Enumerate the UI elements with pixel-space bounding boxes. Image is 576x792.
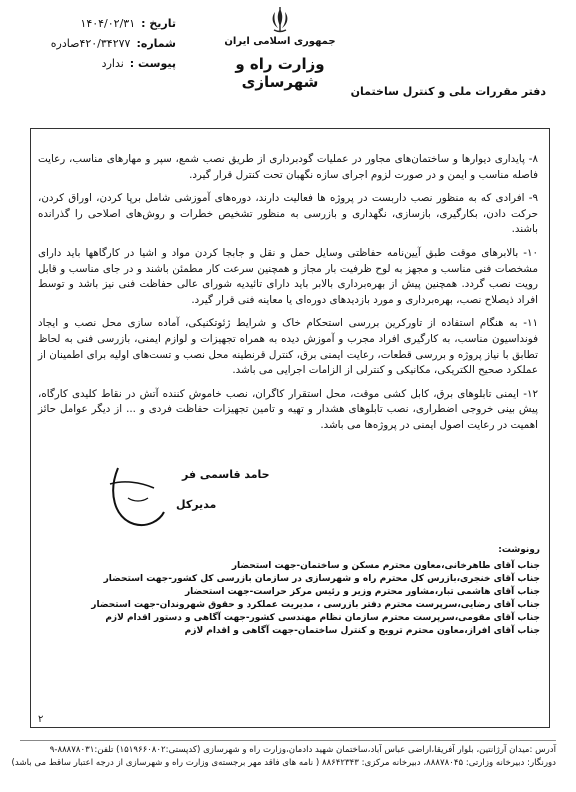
date-row xyxy=(36,14,176,34)
government-title: جمهوری اسلامی ایران xyxy=(224,36,336,47)
cc-line: جناب آقای مقومی،سرپرست محترم سازمان نظام مهندسی کشور-جهت آگاهی و دستور اقدام لازم xyxy=(105,613,540,623)
cc-line: جناب آقای خنجری،بازرس کل محترم راه و شهرسازی در سازمان بازرسی کل کشور-جهت استحضار xyxy=(103,574,540,584)
letter-footer xyxy=(11,740,556,770)
date-value: ۱۴۰۴/۰۲/۳۱ xyxy=(80,17,136,30)
number-label: شماره: xyxy=(136,37,176,50)
paragraph-9: ۹- افرادی که به منظور نصب داربست در پروژه ها فعالیت دارند، دوره‌های آموزشی شامل برپا کردن، اوراق کردن، حرکت دادن، بکارگیری، بازسازی، نگهداری و بازرسی به منظور تشخیص خطرات و روش‌های اصلاحی را گذرانده باشند. xyxy=(38,192,538,236)
number-row xyxy=(36,34,176,54)
signature-name: حامد قاسمی فر xyxy=(182,468,270,481)
attachment-row xyxy=(36,54,176,74)
cc-line: جناب آقای افراز،معاون محترم ترویج و کنترل ساختمان-جهت آگاهی و اقدام لازم xyxy=(184,626,540,636)
paragraph-8: ۸- پایداری دیوارها و ساختمان‌های مجاور در عملیات گودبرداری از طریق نصب شمع، سپر و مهارهای مناسب، رعایت فاصله مناسب و ایمن و در صورت لزوم اجرای سازه نگهبان تحت کنترل قرار گیرد. xyxy=(38,153,538,181)
cc-line: جناب آقای طاهرخانی،معاون محترم مسکن و ساختمان-جهت استحضار xyxy=(231,561,540,571)
footer-divider xyxy=(20,740,556,741)
cc-line: جناب آقای هاشمی تبار،مشاور محترم وزیر و رئیس مرکز حراست-جهت استحضار xyxy=(184,587,540,597)
page-number: ۲ xyxy=(38,714,44,725)
paragraph-12: ۱۲- ایمنی تابلوهای برق، کابل کشی موقت، محل استقرار کاگران، نصب خاموش کننده آتش در نقاط کلیدی کارگاه، پیش بینی خروجی اضطراری، نصب تابلوهای هشدار و تهیه و تامین تجهیزات حفاظت فردی و ... از دیگر عوامل حائز اهمیت در رعایت اصول ایمنی در پروژه‌ها می باشد. xyxy=(38,387,538,431)
letter-body xyxy=(38,152,538,442)
signature-title: مدیرکل xyxy=(176,498,217,511)
ministry-title: وزارت راه و شهرسازی xyxy=(235,55,325,91)
cc-line: جناب آقای رضایی،سرپرست محترم دفتر بازرسی ، مدیریت عملکرد و حقوق شهروندان-جهت استحضار xyxy=(91,600,540,610)
office-title: دفتر مقررات ملی و کنترل ساختمان xyxy=(350,85,546,98)
letter-meta xyxy=(36,14,176,74)
iran-emblem-icon xyxy=(267,6,293,34)
cc-list xyxy=(40,544,540,638)
attachment-label: پیوست : xyxy=(129,57,176,70)
cc-title: رونوشت: xyxy=(498,545,540,555)
date-label: تاریخ : xyxy=(141,17,176,30)
paragraph-11: ۱۱- به هنگام استفاده از تاورکرین بررسی استحکام خاک و شرایط ژئوتکنیکی، آماده سازی محل نصب و ایجاد فونداسیون مناسب، به کارگیری افراد مجرب و آموزش دیده به همراه تجهیزات و لوازم ایمنی، بازرسی فنی به لحاظ تطابق با نیاز پروژه و بررسی قطعات، رعایت ایمنی برق، کنترل قرنطینه محل نصب و تست‌های اولیه برای اطمینان از عملکرد صحیح الکتریکی، مکانیکی و کنترلی از الزامات اجرایی می باشد. xyxy=(38,317,538,377)
number-value: ۴۲۰/۳۴۲۷۷صادره xyxy=(50,37,131,50)
attachment-value: ندارد xyxy=(101,57,124,70)
footer-fax: دورنگار: دبیرخانه وزارتی: ۸۸۸۷۸۰۴۵، دبیرخانه مرکزی: ۸۸۶۴۲۳۴۳ ( نامه های فاقد مهر برجسته‌ی وزارت راه و شهرسازی از درجه اعتبار ساقط می باشد) xyxy=(11,758,556,768)
footer-address: آدرس :میدان آرژانتین، بلوار آفریقا،اراضی عباس آباد،ساختمان شهید دادمان،وزارت راه و شهرسازی (کدپستی:۱۵۱۹۶۶۰۸۰۲) تلفن:۸۸۸۷۸۰۳۱-۹ xyxy=(49,745,556,755)
signature-image xyxy=(104,462,270,530)
paragraph-10: ۱۰- بالابرهای موقت طبق آیین‌نامه حفاظتی وسایل حمل و نقل و جابجا کردن مواد و اشیا در کارگاهها باید دارای مشخصات فنی مناسب و مجهز به لوح ظرفیت بار مجاز و همچنین سرعت کار مطمئن باشند و در جای مناسب و قابل رویت نصب گردد. همچنین پیش از بهره‌برداری بالابر باید دارای تائیدیه شورای عالی حفاظت فنی نیز باشد و توسط افراد ذیصلاح نصب، بهره‌برداری و مورد بازدیدهای دوره‌ای یا معاینه فنی قرار گیرد. xyxy=(38,246,538,306)
